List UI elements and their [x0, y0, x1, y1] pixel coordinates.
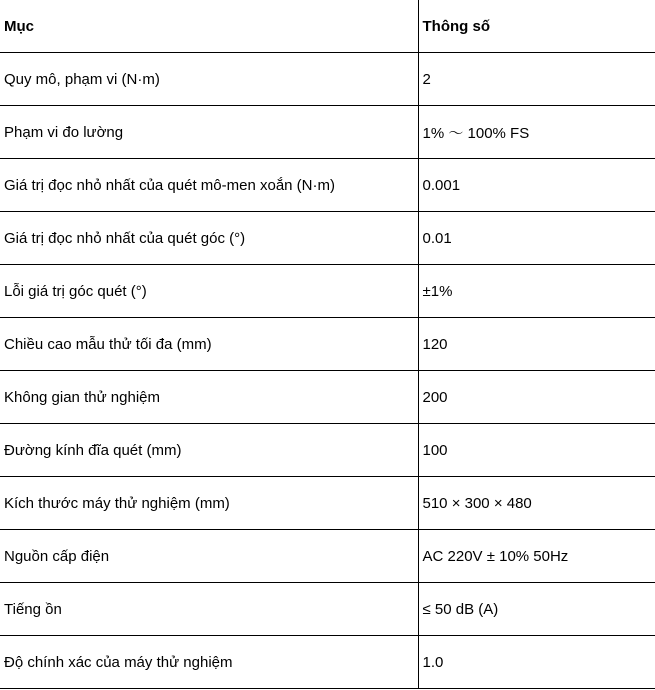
header-item: Mục: [0, 0, 418, 53]
table-row: [0, 53, 655, 106]
table-row: [0, 265, 655, 318]
table-row: [0, 530, 655, 583]
row-item-label: Kích thước máy thử nghiệm (mm): [0, 477, 418, 530]
row-item-label: Tiếng ồn: [0, 583, 418, 636]
table-row: [0, 212, 655, 265]
table-row: [0, 159, 655, 212]
row-item-value: 0.01: [418, 212, 655, 265]
row-item-value: ≤ 50 dB (A): [418, 583, 655, 636]
table-header-row: [0, 0, 655, 53]
row-item-value: 100: [418, 424, 655, 477]
table-row: [0, 636, 655, 689]
row-item-label: Lỗi giá trị góc quét (°): [0, 265, 418, 318]
row-item-value: 1% ～ 100% FS: [418, 106, 655, 159]
table-row: [0, 583, 655, 636]
row-item-label: Quy mô, phạm vi (N·m): [0, 53, 418, 106]
table-row: [0, 371, 655, 424]
row-item-label: Giá trị đọc nhỏ nhất của quét mô-men xoắn (N·m): [0, 159, 418, 212]
row-item-label: Giá trị đọc nhỏ nhất của quét góc (°): [0, 212, 418, 265]
row-item-value: 510 × 300 × 480: [418, 477, 655, 530]
table-row: [0, 424, 655, 477]
row-item-value: 120: [418, 318, 655, 371]
row-item-label: Nguồn cấp điện: [0, 530, 418, 583]
row-item-label: Không gian thử nghiệm: [0, 371, 418, 424]
row-item-value: ±1%: [418, 265, 655, 318]
row-item-label: Độ chính xác của máy thử nghiệm: [0, 636, 418, 689]
row-item-value: 200: [418, 371, 655, 424]
row-item-value: AC 220V ± 10% 50Hz: [418, 530, 655, 583]
row-item-label: Chiều cao mẫu thử tối đa (mm): [0, 318, 418, 371]
row-item-value: 0.001: [418, 159, 655, 212]
row-item-value: 1.0: [418, 636, 655, 689]
header-spec: Thông số: [418, 0, 655, 53]
row-item-label: Đường kính đĩa quét (mm): [0, 424, 418, 477]
row-item-value: 2: [418, 53, 655, 106]
table-row: [0, 318, 655, 371]
table-row: [0, 477, 655, 530]
row-item-label: Phạm vi đo lường: [0, 106, 418, 159]
table-row: [0, 106, 655, 159]
